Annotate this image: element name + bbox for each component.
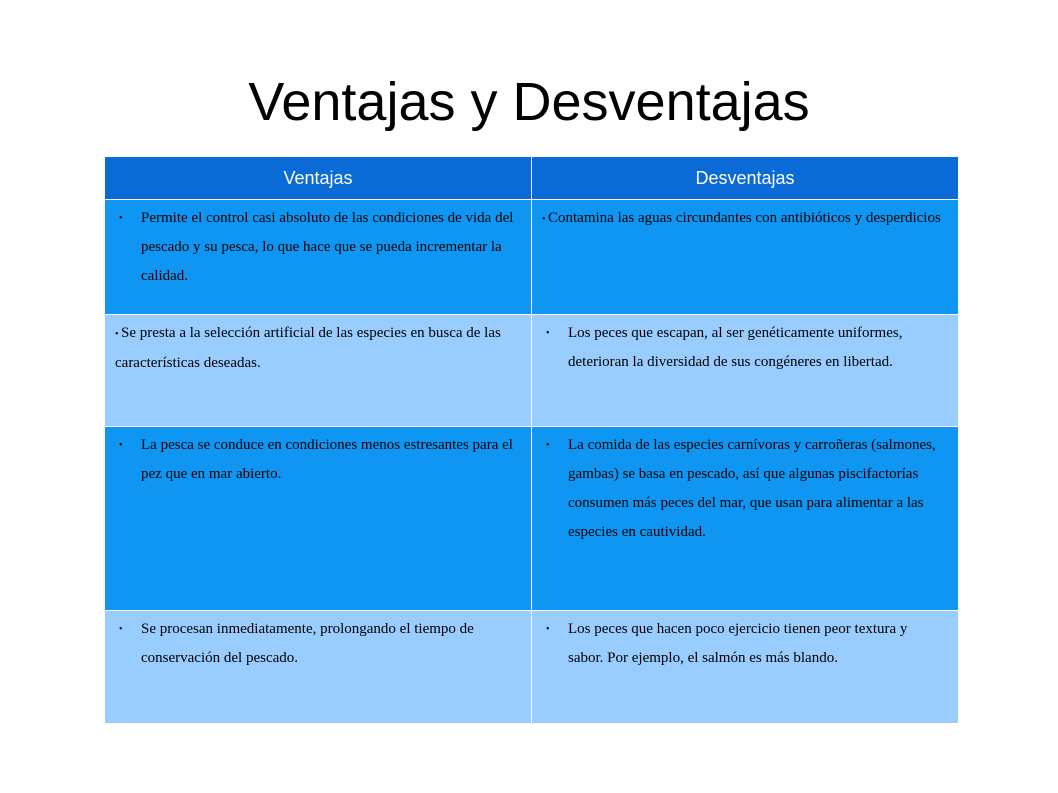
table-row [105,315,959,427]
ventaja-cell [105,315,532,427]
table-row [105,611,959,724]
table-row [105,200,959,315]
ventaja-text: La pesca se conduce en condiciones menos estresantes para el pez que en mar abierto. [141,437,513,482]
desventaja-cell [532,427,959,611]
bullet-icon: • [546,440,550,451]
ventaja-cell [105,427,532,611]
bullet-icon: • [119,440,123,451]
desventaja-cell [532,315,959,427]
desventaja-text: Los peces que hacen poco ejercicio tienen peor textura y sabor. Por ejemplo, el salmón es más blando. [568,621,908,666]
desventaja-text: Los peces que escapan, al ser genéticamente uniformes, deterioran la diversidad de sus congéneres en libertad. [568,325,903,370]
bullet-icon: • [119,624,123,635]
desventaja-cell [532,611,959,724]
desventaja-text: La comida de las especies carnívoras y carroñeras (salmones, gambas) se basa en pescado, así que algunas piscifactorías consumen más peces del mar, que usan para alimentar a las especies en cautividad. [568,437,936,540]
ventaja-text: Se procesan inmediatamente, prolongando el tiempo de conservación del pescado. [141,621,474,666]
header-ventajas: Ventajas [105,157,532,200]
slide-title: Ventajas y Desventajas [248,72,810,132]
ventaja-text: Se presta a la selección artificial de las especies en busca de las características deseadas. [115,325,501,371]
bullet-icon: • [546,624,550,635]
bullet-icon: • [542,214,546,225]
bullet-icon: • [546,328,550,339]
table-header-row [105,157,959,200]
ventaja-cell [105,200,532,315]
ventaja-text: Permite el control casi absoluto de las condiciones de vida del pescado y su pesca, lo que hace que se pueda incrementar la calidad. [141,210,514,284]
table-row [105,427,959,611]
ventaja-cell [105,611,532,724]
header-desventajas: Desventajas [532,157,959,200]
bullet-icon: • [119,213,123,224]
desventaja-cell [532,200,959,315]
bullet-icon: • [115,329,119,340]
pros-cons-table [104,156,959,724]
desventaja-text: Contamina las aguas circundantes con antibióticos y desperdicios [548,210,941,226]
